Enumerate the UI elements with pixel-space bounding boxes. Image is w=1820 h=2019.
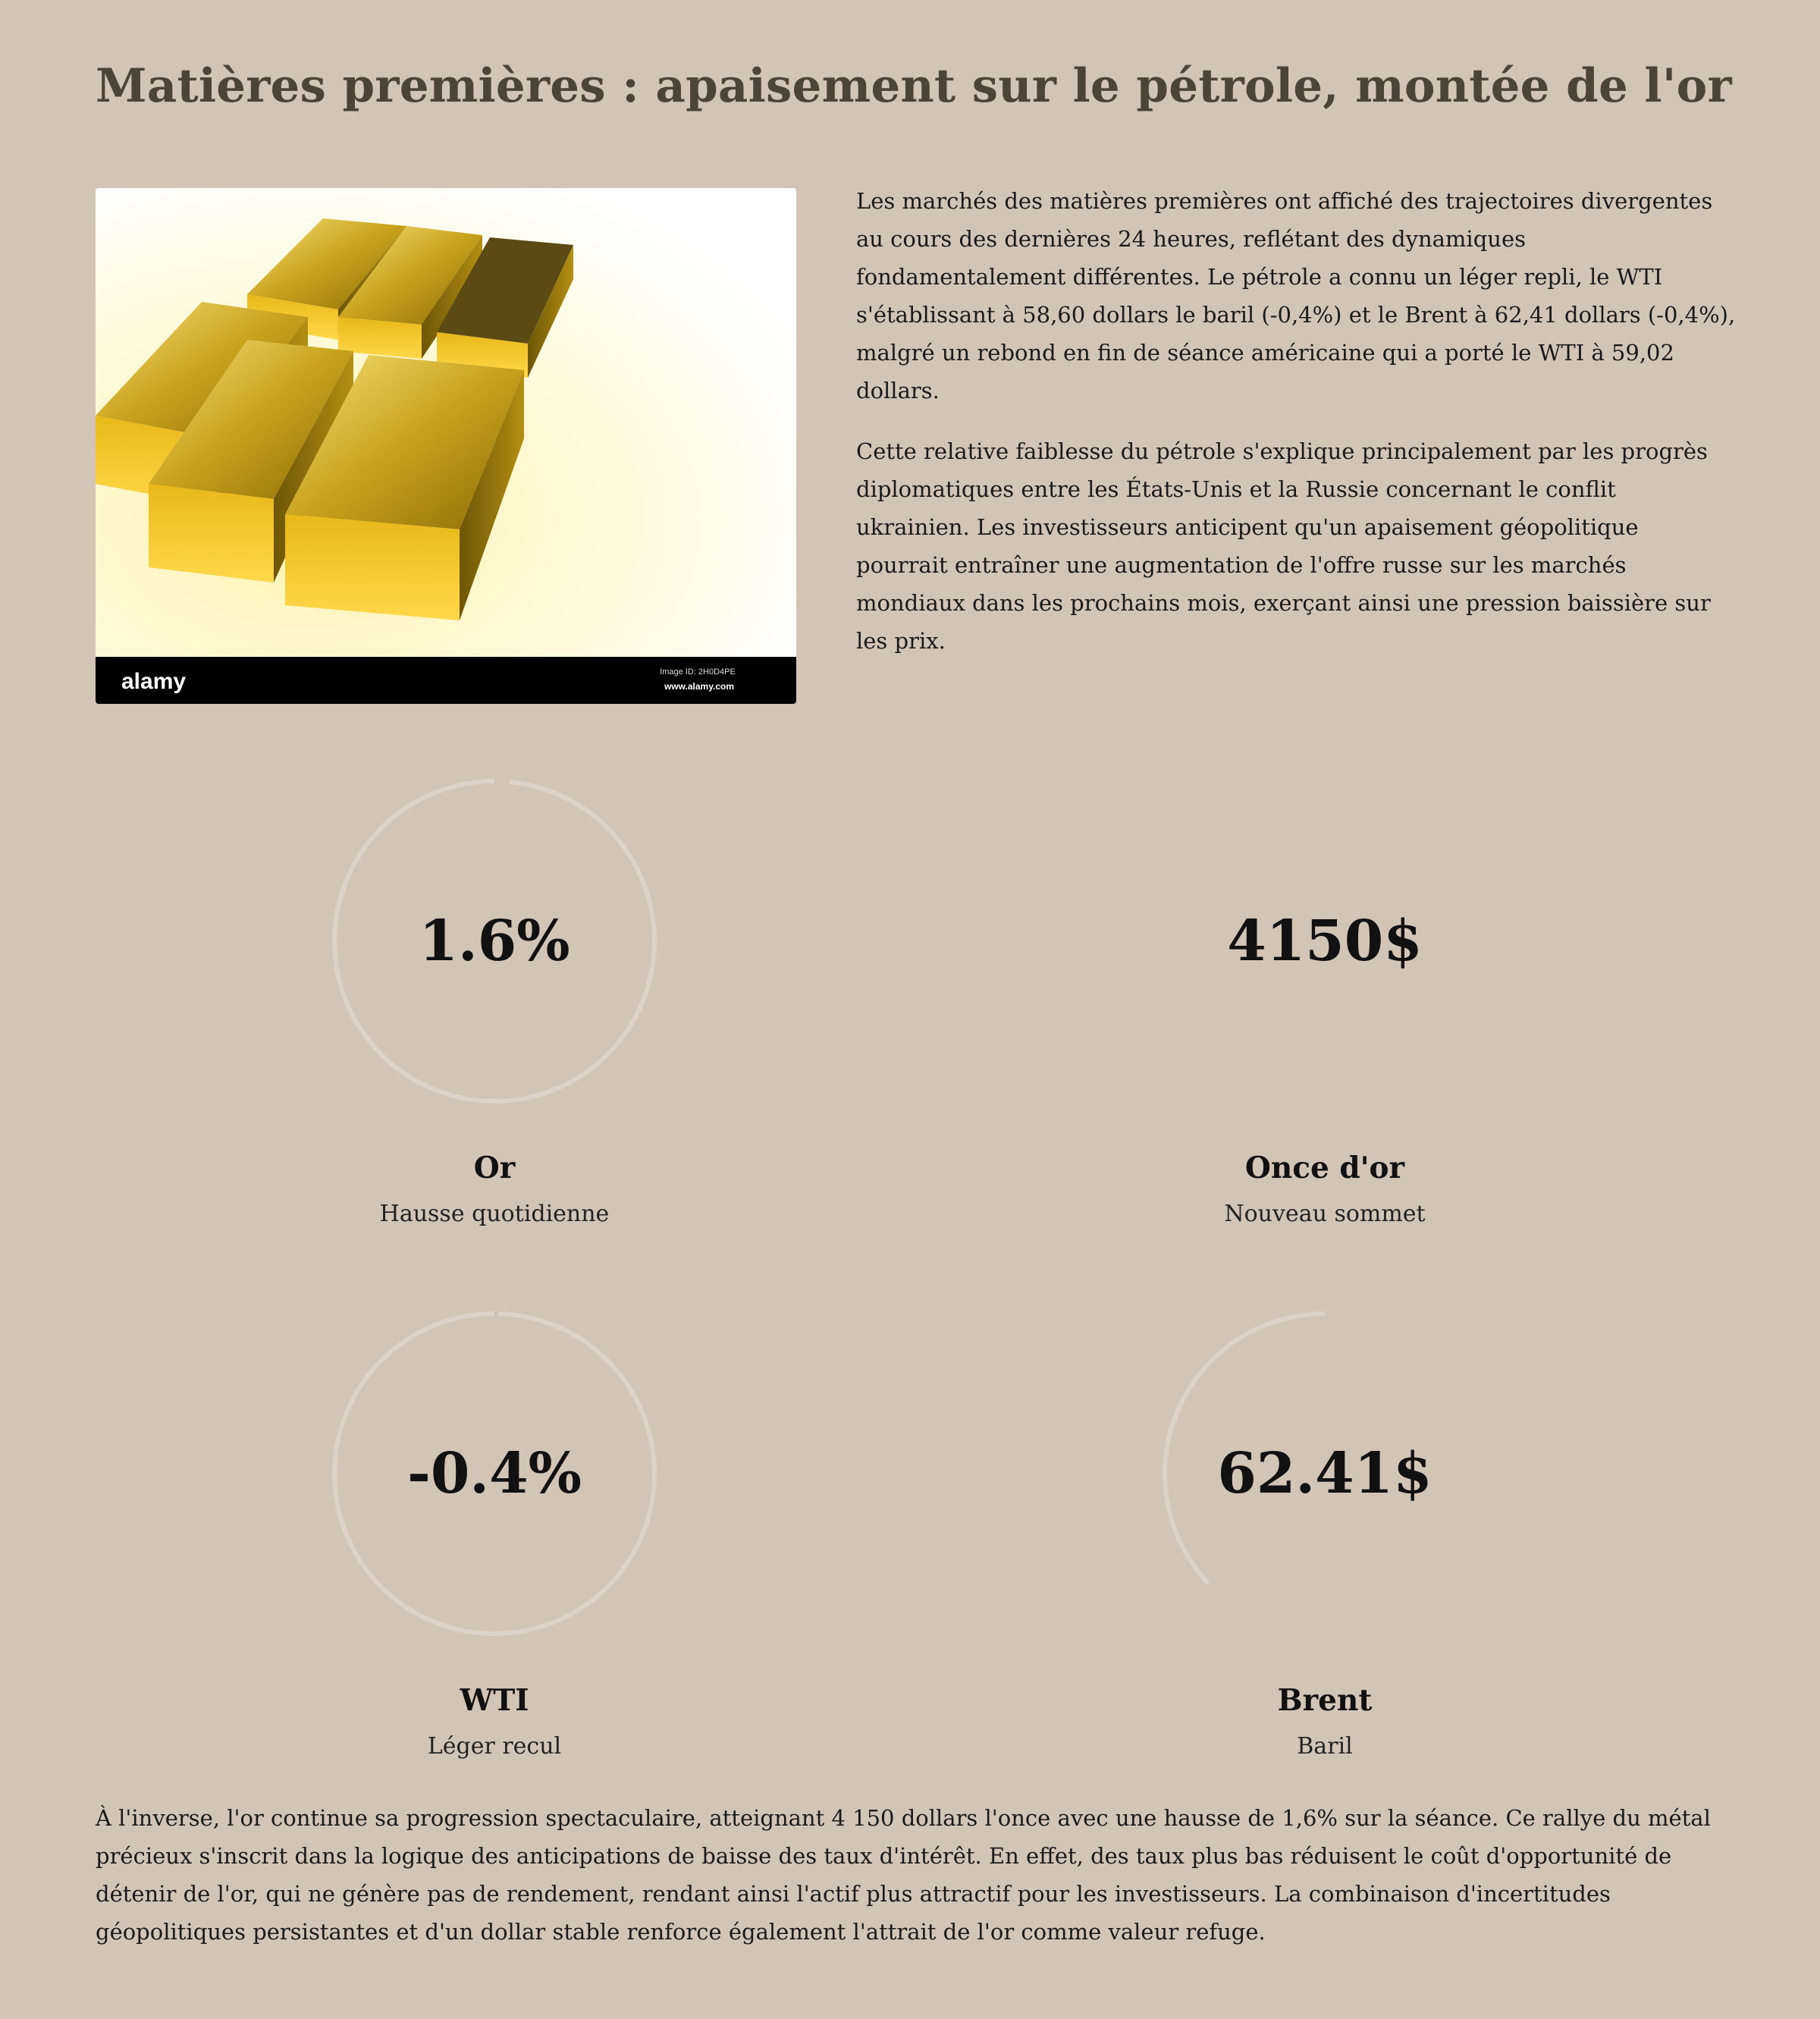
stat-label: Once d'or	[1244, 1151, 1405, 1185]
stat-card-once-or	[1097, 774, 1552, 1227]
gold-bars-image	[96, 188, 796, 704]
closing-paragraph: À l'inverse, l'or continue sa progression spectaculaire, atteignant 4 150 dollars l'once avec une hausse de 1,6% sur la séance. Ce rallye du métal précieux s'inscrit dans la logique des anticipations de baisse des taux d'intérêt. En effet, des taux plus bas réduisent le coût d'opportunité de détenir de l'or, qui ne génère pas de rendement, rendant ainsi l'actif plus attractif pour les investisseurs. La combinaison d'incertitudes géopolitiques persistantes et d'un dollar stable renforce également l'attrait de l'or comme valeur refuge.	[96, 1805, 1711, 1945]
stat-sublabel: Hausse quotidienne	[379, 1201, 610, 1227]
stat-sublabel: Nouveau sommet	[1224, 1201, 1426, 1227]
stat-label: Brent	[1277, 1683, 1373, 1718]
intro-paragraph-1: Les marchés des matières premières ont affiché des trajectoires divergentes au cours des dernières 24 heures, reflétant des dynamiques fondamentalement différentes. Le pétrole a connu un léger repli, le WTI s'établissant à 58,60 dollars le baril (-0,4%) et le Brent à 62,41 dollars (-0,4%), malgré un rebond en fin de séance américaine qui a porté le WTI à 59,02 dollars.	[856, 188, 1736, 403]
image-site: www.alamy.com	[664, 681, 734, 692]
stat-sublabel: Baril	[1297, 1733, 1353, 1760]
stat-label: WTI	[460, 1683, 529, 1718]
page-title: Matières premières : apaisement sur le pétrole, montée de l'or	[96, 59, 1732, 113]
stat-label: Or	[473, 1151, 516, 1185]
stat-card-or	[267, 774, 722, 1227]
stat-sublabel: Léger recul	[427, 1733, 562, 1760]
intro-text	[856, 182, 1736, 683]
stat-value: -0.4%	[407, 1441, 582, 1506]
stat-ring	[1158, 774, 1492, 1108]
stat-ring	[328, 774, 661, 1108]
stat-ring	[1158, 1307, 1492, 1641]
intro-paragraph-2: Cette relative faiblesse du pétrole s'explique principalement par les progrès diplomatiques entre les États-Unis et la Russie concernant le conflit ukrainien. Les investisseurs anticipent qu'un apaisement géopolitique pourrait entraîner une augmentation de l'offre russe sur les marchés mondiaux dans les prochains mois, exerçant ainsi une pression baissière sur les prix.	[856, 438, 1711, 654]
gold-bars-illustration	[96, 188, 796, 704]
image-id: Image ID: 2H0D4PE	[660, 667, 736, 677]
stat-value: 1.6%	[419, 909, 570, 974]
stat-value: 62.41$	[1217, 1441, 1432, 1506]
stat-value: 4150$	[1227, 909, 1423, 974]
stat-ring	[328, 1307, 661, 1641]
stat-card-wti	[267, 1307, 722, 1760]
alamy-logo: alamy	[121, 669, 187, 694]
stat-card-brent	[1097, 1307, 1552, 1760]
